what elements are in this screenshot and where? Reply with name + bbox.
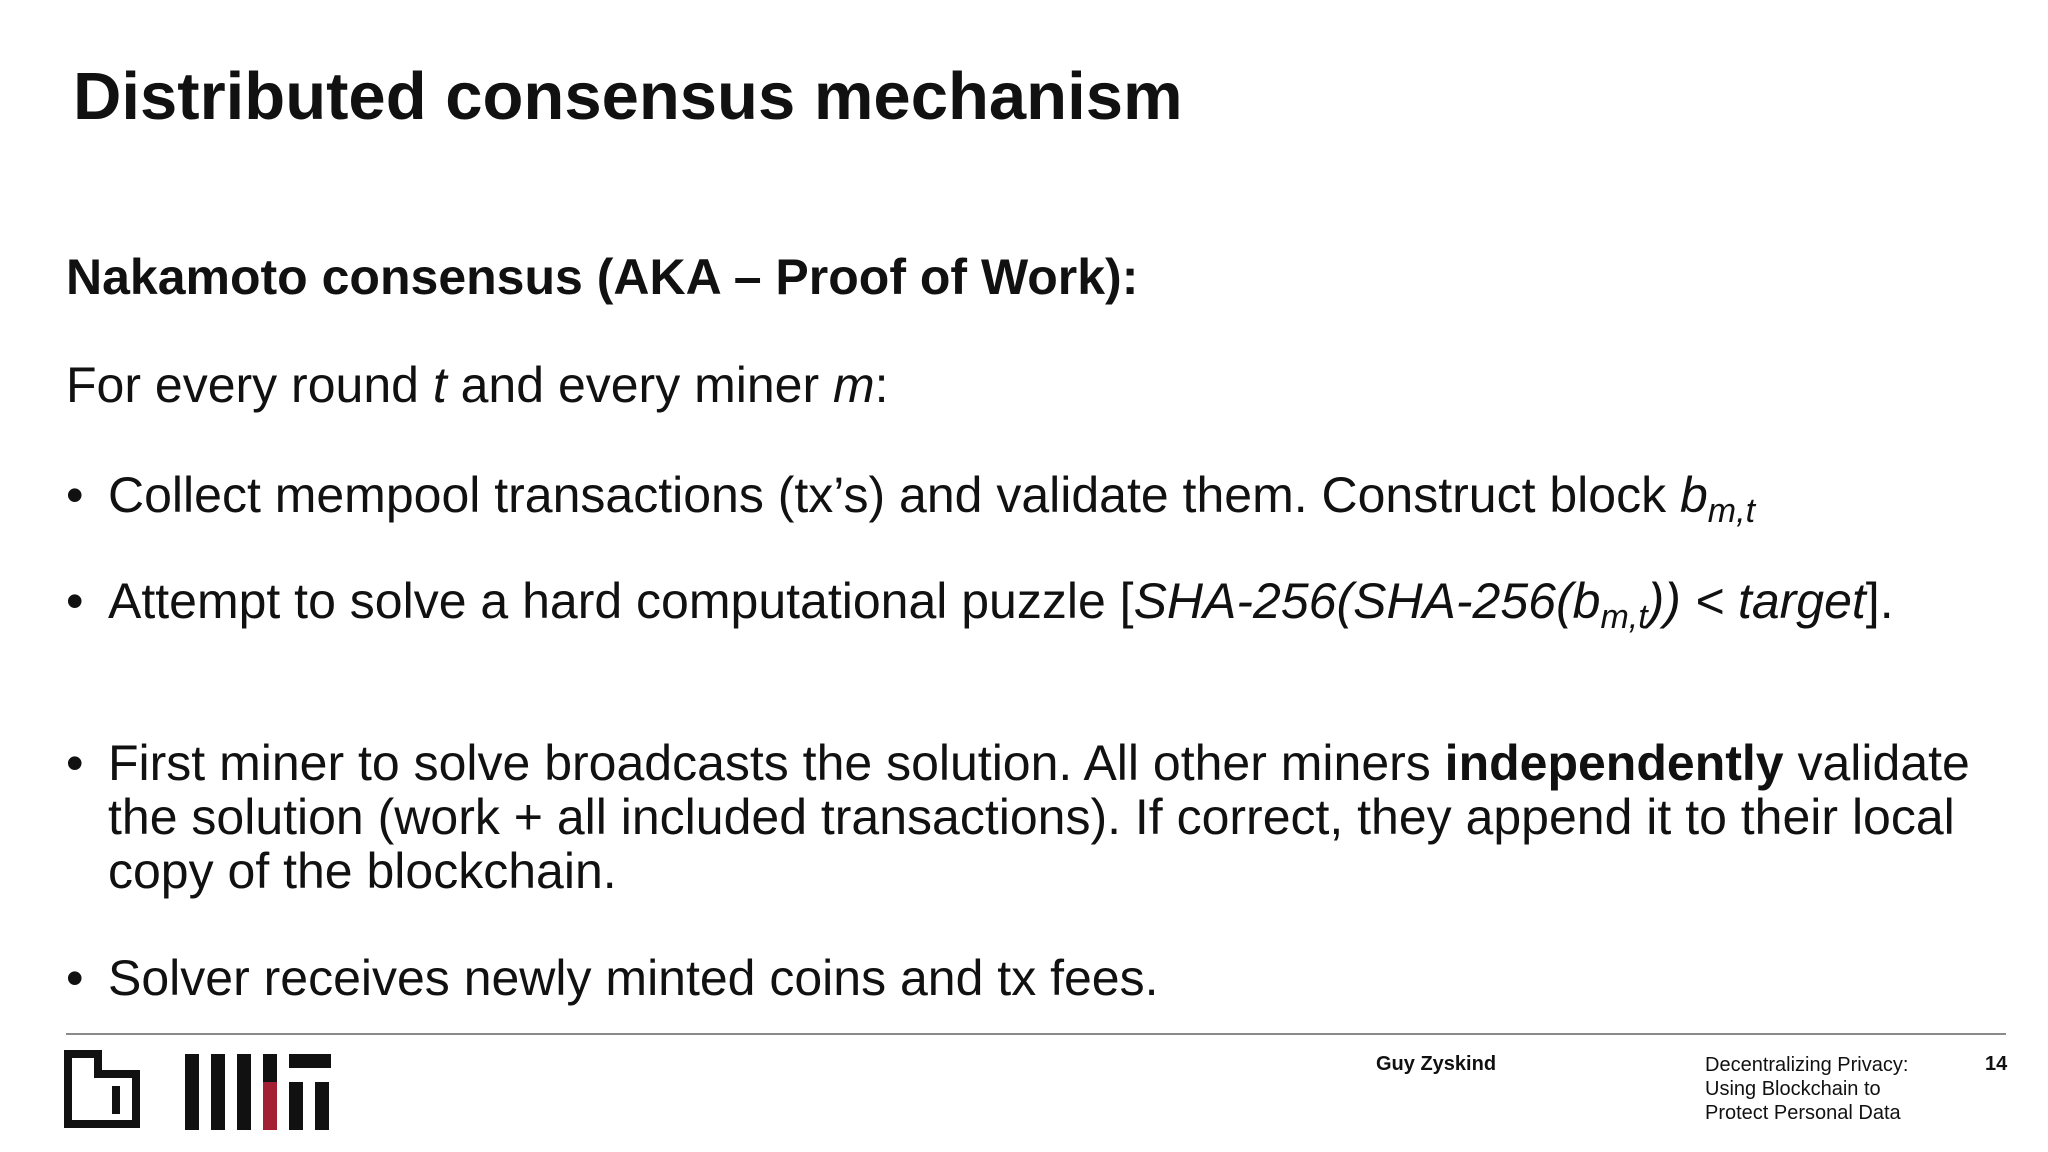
bullet-text: [108, 951, 2016, 1005]
footer-talk-title-line: Using Blockchain to: [1705, 1078, 1881, 1100]
list-item: [66, 573, 2016, 636]
mit-logo-icon: [185, 1054, 331, 1130]
footer-talk-title-line: Protect Personal Data: [1705, 1102, 1901, 1124]
intro-var-m: m: [833, 357, 875, 413]
slide-subtitle: Nakamoto consensus (AKA – Proof of Work):: [66, 249, 1139, 305]
footer-talk-title: [1705, 1053, 1908, 1125]
bullet-2-text: Attempt to solve a hard computational puzzle [: [108, 573, 1134, 629]
intro-var-t: t: [432, 357, 447, 413]
bullet-text: [108, 467, 2016, 530]
intro-prefix: For every round: [66, 357, 433, 413]
bullet-3-text-end: validate the solution (work + all included transactions). If correct, they append it to their local copy of the blockchain.: [108, 735, 1970, 899]
list-item: [66, 736, 2016, 898]
bullet-text: [108, 736, 2016, 898]
footer-author: Guy Zyskind: [1376, 1053, 1497, 1075]
footer-divider: [66, 1033, 2006, 1035]
bullet-4-text: Solver receives newly minted coins and tx fees.: [108, 950, 1159, 1006]
bullet-2-suffix: ].: [1865, 573, 1894, 629]
bullet-3-emphasis: independently: [1444, 735, 1784, 791]
slide-title: Distributed consensus mechanism: [73, 59, 1183, 134]
bullet-1-subscript: m,t: [1707, 492, 1756, 530]
bullet-text: [108, 573, 2016, 636]
intro-suffix: :: [874, 357, 889, 413]
bullet-2-formula-end: )) < target: [1647, 573, 1866, 629]
media-lab-logo-icon: [64, 1050, 140, 1128]
footer-talk-title-line: Decentralizing Privacy:: [1705, 1054, 1909, 1076]
bullet-2-subscript: m,t: [1600, 598, 1648, 636]
list-item: [66, 467, 2016, 530]
bullet-3-text-start: First miner to solve broadcasts the solution. All other miners: [108, 735, 1445, 791]
bullet-icon: •: [66, 735, 84, 791]
bullet-2-formula-start: SHA-256(SHA-256(b: [1133, 573, 1601, 629]
bullet-1-text: Collect mempool transactions (tx’s) and validate them. Construct block: [108, 467, 1680, 523]
intro-middle: and every miner: [446, 357, 834, 413]
list-item: [66, 951, 2016, 1005]
bullet-icon: •: [66, 573, 84, 629]
page-number: 14: [1985, 1053, 2008, 1075]
bullet-icon: •: [66, 467, 84, 523]
intro-line: [66, 356, 889, 414]
bullet-1-var-b: b: [1679, 467, 1708, 523]
bullet-icon: •: [66, 950, 84, 1006]
